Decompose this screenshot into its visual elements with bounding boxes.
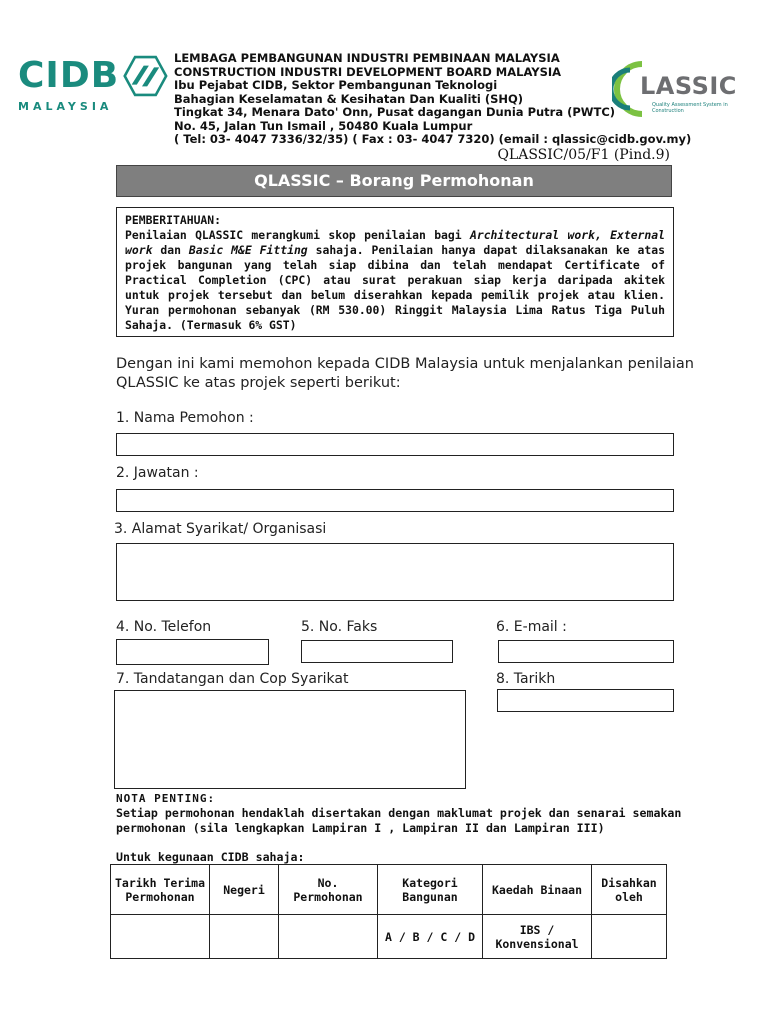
notice-text-italic: Basic M&E Fitting xyxy=(188,243,308,257)
label-jawatan: 2. Jawatan : xyxy=(116,465,199,481)
qlassic-logo xyxy=(612,58,742,120)
cidb-logo-text: CIDB xyxy=(18,55,120,96)
label-faks: 5. No. Faks xyxy=(301,619,378,635)
notice-heading: PEMBERITAHUAN: xyxy=(125,213,222,227)
notice-text: Penilaian QLASSIC merangkumi skop penilaian bagi xyxy=(125,228,470,242)
address-line: LEMBAGA PEMBANGUNAN INDUSTRI PEMBINAAN MALAYSIA xyxy=(174,51,560,65)
notice-text-italic: Architectural work, External work xyxy=(125,228,665,257)
nota-text: Setiap permohonan hendaklah disertakan dengan maklumat projek dan senarai semakan permohonan (sila lengkapkan Lampiran I , Lampiran II dan Lampiran III) xyxy=(116,806,682,835)
table-header: Kategori Bangunan xyxy=(378,865,483,915)
address-line: Bahagian Keselamatan & Kesihatan Dan Kualiti (SHQ) xyxy=(174,91,524,106)
input-faks[interactable] xyxy=(301,640,453,663)
table-header: No. Permohonan xyxy=(279,865,378,915)
address-line: Ibu Pejabat CIDB, Sektor Pembangunan Teknologi xyxy=(174,78,498,92)
table-header: Disahkan oleh xyxy=(592,865,667,915)
table-header: Tarikh Terima Permohonan xyxy=(111,865,210,915)
input-tarikh[interactable] xyxy=(497,689,674,712)
table-row xyxy=(111,915,667,959)
label-alamat: 3. Alamat Syarikat/ Organisasi xyxy=(114,521,327,537)
table-header: Kaedah Binaan xyxy=(483,865,592,915)
label-nama-pemohon: 1. Nama Pemohon : xyxy=(116,410,254,426)
table-cell: A / B / C / D xyxy=(378,915,483,959)
notice-box xyxy=(116,207,674,337)
address-line: ( Tel: 03- 4047 7336/32/35) ( Fax : 03- 4047 7320) (email : qlassic@cidb.gov.my) xyxy=(174,132,692,146)
cidb-logo-subtext: MALAYSIA xyxy=(18,100,113,113)
table-header-row xyxy=(111,865,667,915)
cidb-emblem-icon xyxy=(123,52,168,100)
table-cell[interactable] xyxy=(279,915,378,959)
label-email: 6. E-mail : xyxy=(496,619,567,635)
table-cell[interactable] xyxy=(210,915,279,959)
input-telefon[interactable] xyxy=(116,639,269,665)
label-tarikh: 8. Tarikh xyxy=(496,671,556,687)
address-line: No. 45, Jalan Tun Ismail , 50480 Kuala Lumpur xyxy=(174,118,473,133)
form-title: QLASSIC – Borang Permohonan xyxy=(116,165,672,197)
address-line: CONSTRUCTION INDUSTRI DEVELOPMENT BOARD MALAYSIA xyxy=(174,64,562,79)
label-tandatangan: 7. Tandatangan dan Cop Syarikat xyxy=(116,671,349,687)
table-cell: IBS / Konvensional xyxy=(483,915,592,959)
input-jawatan[interactable] xyxy=(116,489,674,512)
input-email[interactable] xyxy=(498,640,674,663)
office-caption: Untuk kegunaan CIDB sahaja: xyxy=(116,850,305,864)
intro-text: Dengan ini kami memohon kepada CIDB Malaysia untuk menjalankan penilaian QLASSIC ke atas projek seperti berikut: xyxy=(116,356,694,391)
label-telefon: 4. No. Telefon xyxy=(116,619,212,635)
input-tandatangan[interactable] xyxy=(114,690,466,789)
notice-text: sahaja. Penilaian hanya dapat dilaksanakan ke atas projek bangunan yang telah siap dibina dan telah mendapat Certificate of Practical Completion (CPC) atau surat perakuan siap kerja daripada akitek untuk projek tersebut dan belum diserahkan kepada pemilik projek atau klien. Yuran permohonan sebanyak (RM 530.00) Ringgit Malaysia Lima Ratus Tiga Puluh Sahaja. (Termasuk 6% GST) xyxy=(125,243,665,332)
input-alamat[interactable] xyxy=(116,543,674,601)
qlassic-logo-text: LASSIC xyxy=(640,72,737,100)
qlassic-logo-tagline: Quality Assessment System in Construction xyxy=(652,102,728,114)
office-use-table xyxy=(110,864,667,959)
form-code: QLASSIC/05/F1 (Pind.9) xyxy=(497,147,670,163)
cidb-logo xyxy=(18,52,168,112)
nota-heading: NOTA PENTING: xyxy=(116,792,216,805)
table-header: Negeri xyxy=(210,865,279,915)
address-line: Tingkat 34, Menara Dato' Onn, Pusat dagangan Dunia Putra (PWTC) xyxy=(174,105,616,119)
input-nama-pemohon[interactable] xyxy=(116,433,674,456)
table-cell[interactable] xyxy=(592,915,667,959)
notice-text: dan xyxy=(152,243,189,257)
table-cell[interactable] xyxy=(111,915,210,959)
